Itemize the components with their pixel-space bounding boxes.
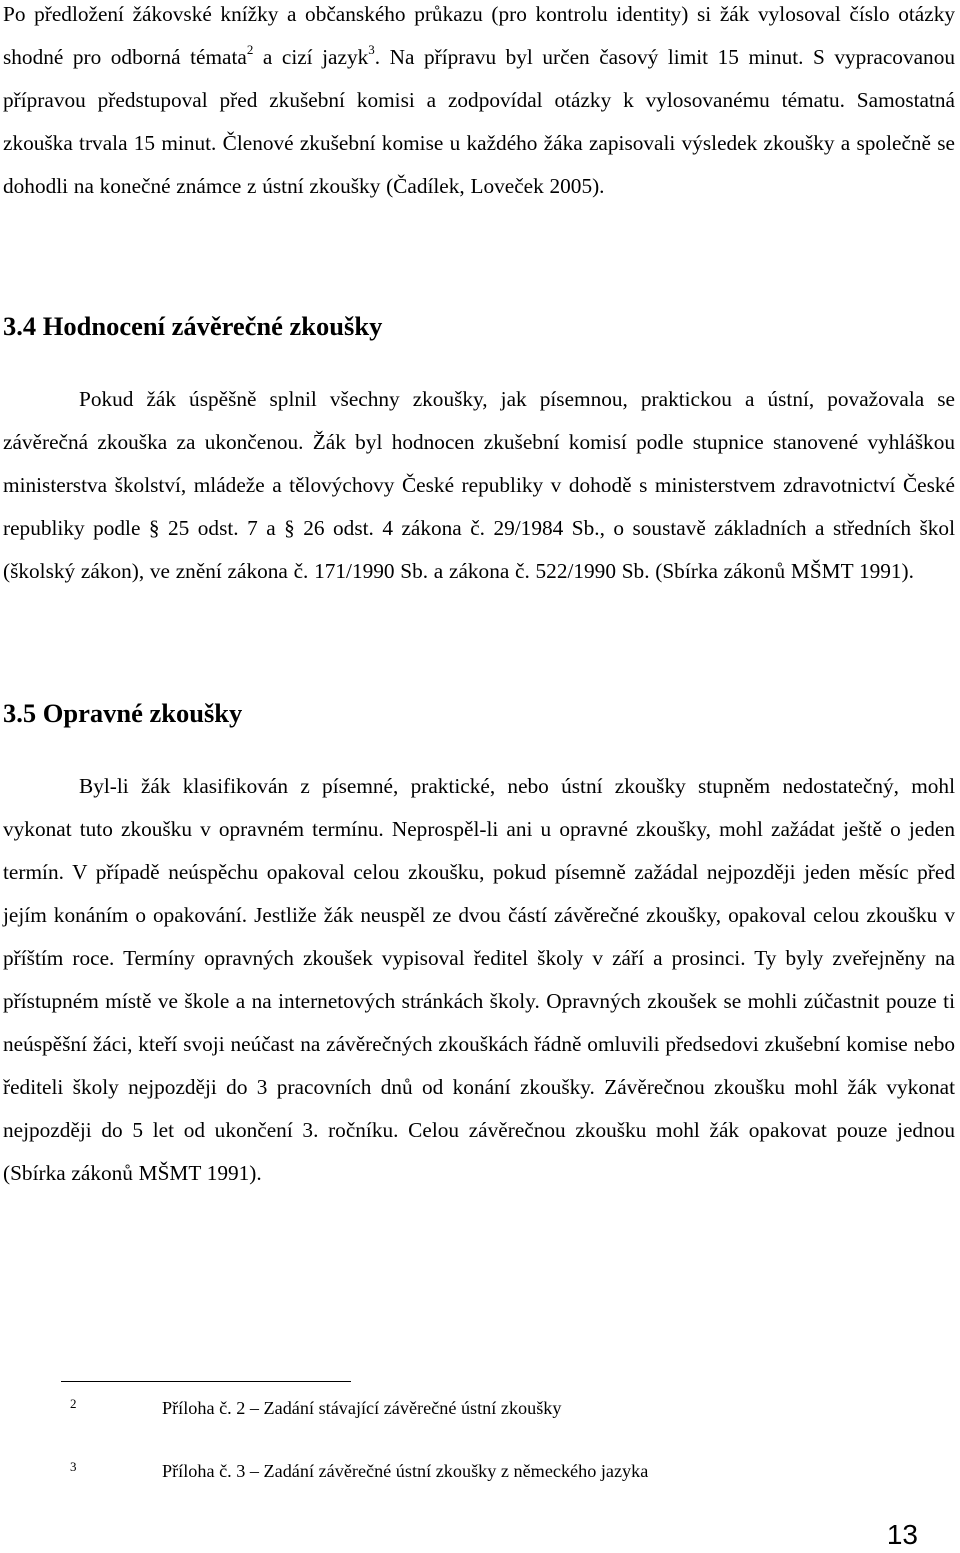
section-3-4-paragraph: Pokud žák úspěšně splnil všechny zkoušky, jak písemnou, praktickou a ústní, považovala se závěrečná zkouška za ukončenou. Žák byl hodnocen zkušební komisí podle stupnice stanovené vyhláškou ministerstva školství, mládeže a tělovýchovy České republiky v dohodě s ministerstvem zdravotnictví České republiky podle § 25 odst. 7 a § 26 odst. 4 zákona č. 29/1984 Sb., o soustavě základních a středních škol (školský zákon), ve znění zákona č. 171/1990 Sb. a zákona č. 522/1990 Sb. (Sbírka zákonů MŠMT 1991).: [3, 387, 955, 583]
footnote-number: 2: [70, 1396, 77, 1411]
footnote-text: Příloha č. 3 – Zadání závěrečné ústní zkoušky z německého jazyka: [162, 1461, 649, 1481]
footnote-ref-2: 2: [246, 41, 254, 57]
intro-text-a: Po předložení žákovské knížky a občanského průkazu (pro kontrolu identity) si žák vylosoval číslo otázky shodné pro odborná témata: [3, 2, 955, 69]
section-3-4-heading: 3.4 Hodnocení závěrečné zkoušky: [3, 311, 383, 341]
footnote-ref-3: 3: [368, 41, 375, 57]
section-3-5-paragraph: Byl-li žák klasifikován z písemné, praktické, nebo ústní zkoušky stupněm nedostatečný, mohl vykonat tuto zkoušku v opravném termínu. Neprospěl-li ani u opravné zkoušky, mohl zažádat ještě o jeden termín. V případě neúspěchu opakoval celou zkoušku, pokud písemně zažádal nejpozději jeden měsíc před jejím konáním o opakování. Jestliže žák neuspěl ze dvou částí závěrečné zkoušky, opakoval celou zkoušku v příštím roce. Termíny opravných zkoušek vypisoval ředitel školy v září a prosinci. Ty byly zveřejněny na přístupném místě ve škole a na internetových stránkách školy. Opravných zkoušek se mohli zúčastnit pouze ti neúspěšní žáci, kteří svoji neúčast na závěrečných zkouškách řádně omluvili předsedovi zkušební komise nebo řediteli školy nejpozději do 3 pracovních dnů od konání zkoušky. Závěrečnou zkoušku mohl žák vykonat nejpozději do 5 let od ukončení 3. ročníku. Celou závěrečnou zkoušku mohl žák opakovat pouze jednou (Sbírka zákonů MŠMT 1991).: [3, 774, 955, 1185]
section-3-5-heading: 3.5 Opravné zkoušky: [3, 698, 243, 728]
footnote-number: 3: [70, 1459, 77, 1474]
intro-text-b: a cizí jazyk: [253, 45, 369, 69]
intro-text-c: . Na přípravu byl určen časový limit 15 minut. S vypracovanou přípravou předstupoval před zkušební komisi a zodpovídal otázky k vylosovanému tématu. Samostatná zkouška trvala 15 minut. Členové zkušební komise u každého žáka zapisovali výsledek zkoušky a společně se dohodli na konečné známce z ústní zkoušky (Čadílek, Loveček 2005).: [3, 45, 955, 198]
footnote-divider: [61, 1381, 351, 1382]
footnote-text: Příloha č. 2 – Zadání stávající závěrečné ústní zkoušky: [162, 1398, 562, 1418]
page-number: 13: [886, 1519, 918, 1550]
intro-paragraph: [3, 0, 955, 208]
